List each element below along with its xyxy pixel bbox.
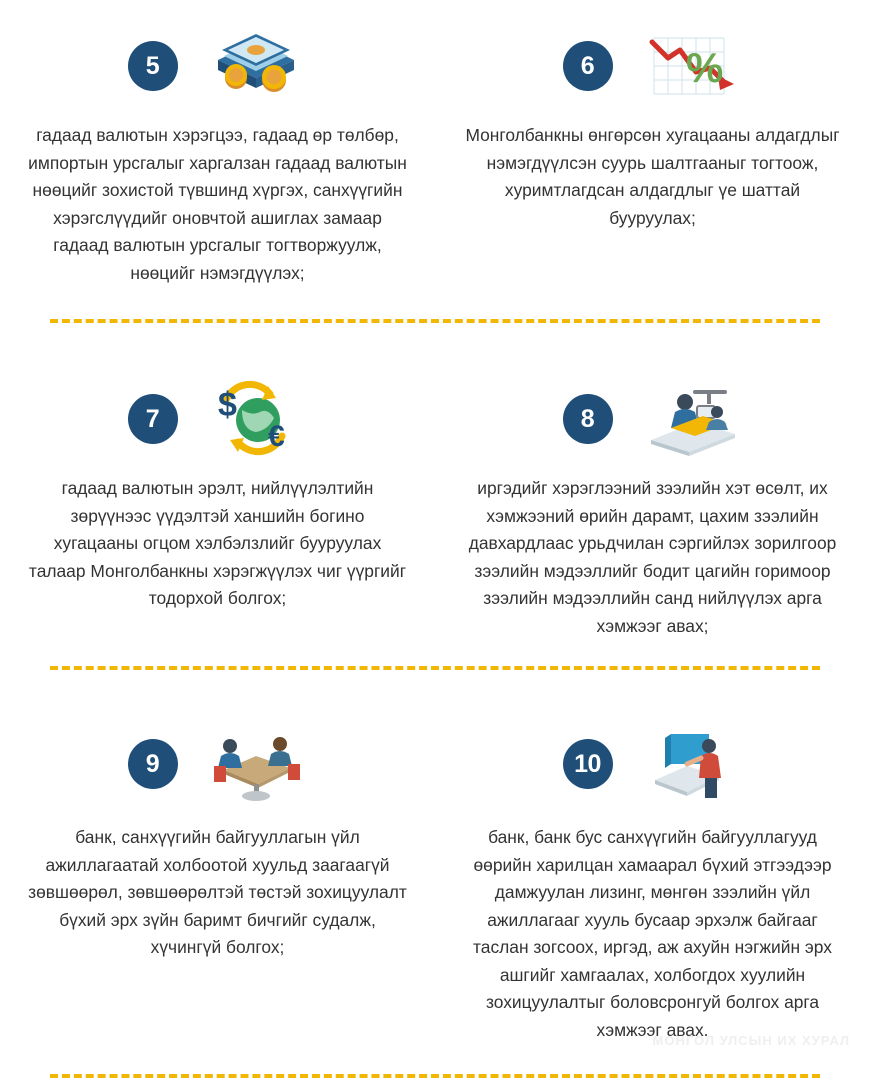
list-item xyxy=(0,712,435,1044)
watermark-text: МОНГОЛ УЛСЫН ИХ ХУРАЛ xyxy=(652,1033,850,1048)
content-row-1 xyxy=(0,0,870,287)
item-number-badge: 9 xyxy=(128,739,178,789)
item-header xyxy=(28,712,407,816)
svg-text:€: € xyxy=(267,420,285,453)
item-text: банк, банк бус санхүүгийн байгууллагууд өөрийн харилцан хамаарал бүхий этгээдээр дамжуулан лизинг, мөнгөн зээлийн үйл ажиллагааг хууль бусаар эрхэлж байгааг таслан зогсоох, иргэд, аж ахуйн нэгжийн эрх ашгийг хамгаалах, холбогдох хуулийн зохицуулалтыг боловсронгуй болгох арга хэмжээг авах. xyxy=(473,827,832,1040)
item-header xyxy=(28,14,407,118)
list-item xyxy=(435,712,870,1044)
svg-text:%: % xyxy=(685,44,723,91)
list-item xyxy=(435,367,870,640)
item-text: иргэдийг хэрэглээний зээлийн хэт өсөлт, их хэмжээний өрийн дарамт, цахим зээлийн давхардлаас урьдчилан сэргийлэх зорилгоор зээлийн мэдээллийг бодит цагийн горимоор зээлийн мэдээллийн санд нийлүүлэх арга хэмжээг авах; xyxy=(468,478,837,636)
item-header xyxy=(28,367,407,471)
presentation-board-person-icon xyxy=(639,721,743,807)
item-header xyxy=(463,367,842,471)
item-text: гадаад валютын хэрэгцээ, гадаад өр төлбөр, импортын урсгалыг харгалзан гадаад валютын нөөцийг зохистой түвшинд хүргэх, санхүүгийн хэрэгслүүдийг оновчтой ашиглах замаар гадаад валютын урсгалыг тогтворжуулж, нөөцийг нэмэгдүүлэх; xyxy=(28,125,407,283)
item-number-badge: 10 xyxy=(563,739,613,789)
bank-teller-counter-icon xyxy=(639,376,743,462)
percent-declining-chart-icon xyxy=(639,23,743,109)
list-item xyxy=(0,367,435,640)
content-row-3 xyxy=(0,670,870,1044)
section-divider xyxy=(0,1074,870,1078)
list-item xyxy=(435,14,870,287)
dashed-line xyxy=(50,1074,820,1078)
content-row-2 xyxy=(0,323,870,640)
svg-text:$: $ xyxy=(217,386,237,424)
item-number-badge: 6 xyxy=(563,41,613,91)
item-text: гадаад валютын эрэлт, нийлүүлэлтийн зөрүүнээс үүдэлтэй ханшийн богино хугацааны огцом хэлбэлзлийг бууруулах талаар Монголбанкны хэрэгжүүлэх чиг үүргийг тодорхой болгох; xyxy=(28,478,407,608)
item-text: Монголбанкны өнгөрсөн хугацааны алдагдлыг нэмэгдүүлсэн суурь шалтгааныг тогтоож, хуримтлагдсан алдагдлыг үе шаттай бууруулах; xyxy=(465,125,840,228)
meeting-table-discussion-icon xyxy=(204,721,308,807)
item-header xyxy=(463,14,842,118)
banknotes-coins-icon xyxy=(204,23,308,109)
item-text: банк, санхүүгийн байгууллагын үйл ажиллагаатай холбоотой хуульд заагаагүй зөвшөөрөл, зөвшөөрөлтэй төстэй зохицуулалт бүхий эрх зүйн баримт бичгийг судалж, хүчингүй болгох; xyxy=(28,827,407,957)
item-number-badge: 8 xyxy=(563,394,613,444)
currency-exchange-globe-icon xyxy=(204,376,308,462)
list-item xyxy=(0,14,435,287)
item-number-badge: 7 xyxy=(128,394,178,444)
item-number-badge: 5 xyxy=(128,41,178,91)
item-header xyxy=(463,712,842,816)
